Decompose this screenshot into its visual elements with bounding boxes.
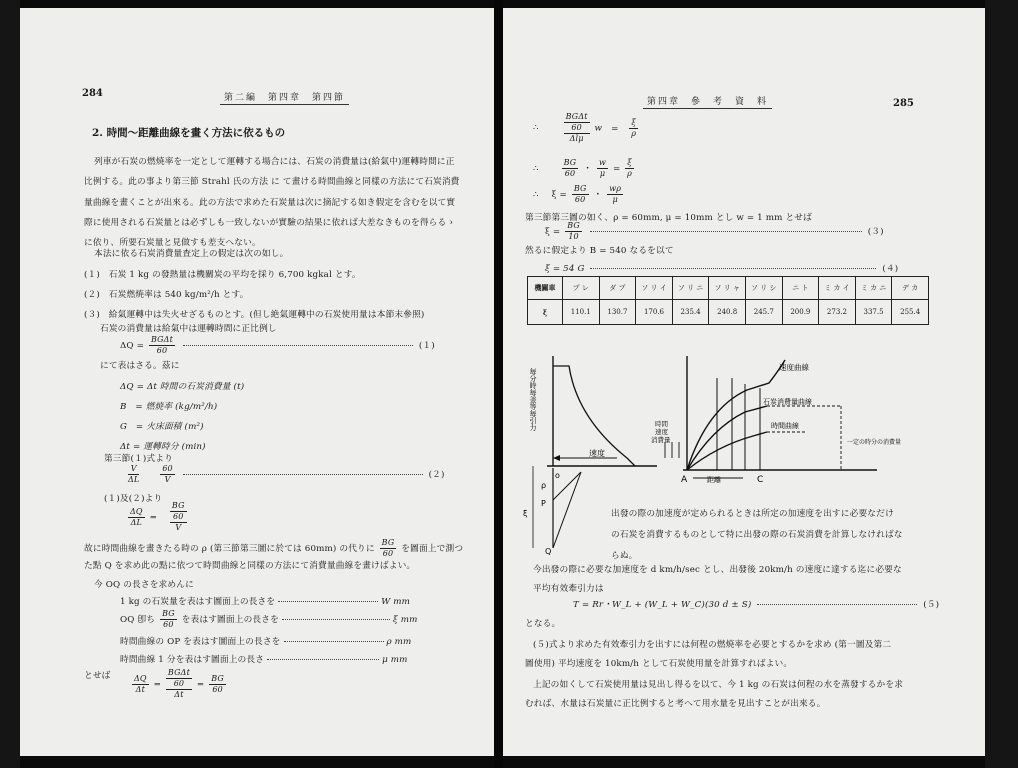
- diagram-caption: [611, 504, 903, 567]
- page-number: 285: [893, 98, 914, 109]
- equation-2: $\frac{V}{\Delta L}$ $\frac{60}{V}$ (２): [128, 464, 445, 484]
- proportional-line: 石炭の消費量は給氣中は運轉時間に正比例し: [100, 324, 277, 334]
- naru: となる。: [525, 619, 561, 629]
- length-item: 1 kg の石炭量を表はす圖面上の長さを W mm: [120, 597, 410, 607]
- table-cell: 235.4: [672, 300, 709, 325]
- text-line: むれば、水量は石炭量に正比例すると考へて用水量を見出すことが出來る。: [525, 699, 826, 709]
- assumption-list: [84, 265, 424, 325]
- paragraph-eq5: [525, 636, 892, 674]
- definition: ΔQ = Δt 時間の石炭消費量 (t): [120, 382, 245, 392]
- assumption-item: (２) 石炭燃焼率は 540 kg/m²/h とす。: [84, 290, 249, 300]
- definition: G = 火床面積 (m²): [120, 422, 204, 432]
- assume-line: 然るに假定より B = 540 なるを以て: [525, 246, 674, 256]
- table-header-label: 機關車: [528, 277, 563, 300]
- table-row: [528, 300, 929, 325]
- equation-final: $\frac{\Delta Q}{\Delta t}$ = BGΔt 60 Δt = $\frac{BG}{60}$: [134, 668, 224, 699]
- xi-label: ξ: [523, 509, 528, 518]
- assumption-intro: 本法に依る石炭消費量査定上の假定は次の如し。: [94, 249, 289, 259]
- velocity-curve-label: 速度曲線: [779, 363, 809, 372]
- from-eq12: (１)及(２)より: [104, 494, 163, 504]
- scan-right-border: [985, 0, 1018, 768]
- table-cell: 273.2: [819, 300, 856, 325]
- length-item: 時間曲線の OP を表はす圖面上の長さを ρ mm: [120, 637, 412, 647]
- speed-label: 速度: [589, 449, 605, 458]
- paragraph-water: [525, 676, 904, 714]
- table-cell: 170.6: [636, 300, 673, 325]
- table-header-cell: ミ カ ニ: [855, 277, 892, 300]
- example-line: 第三節第三圖の如く、ρ = 60mm, μ = 10mm とし w = 1 mm とせば: [525, 213, 812, 223]
- table-cell: 110.1: [563, 300, 600, 325]
- assumption-item: (３) 給氣運轉中は失火せざるものとす。(但し絶氣運轉中の石炭使用量は本節末參照): [84, 310, 425, 320]
- equation-5: T = Rr・W_L + (W_L + W_C)(30 d ± S) (５): [573, 600, 940, 610]
- text-line: (５)式より求めた有效牽引力を出すには何程の燃焼率を必要とするかを求め (第一圖及第二: [533, 640, 892, 650]
- diagonal-construction-line: [553, 472, 581, 548]
- table-row-label: ξ: [528, 300, 563, 325]
- oq-line: 今 OQ の長さを求めんに: [94, 580, 194, 590]
- table-cell: 240.8: [709, 300, 746, 325]
- running-header: 第二編 第四章 第四節: [220, 90, 349, 105]
- definitions: [120, 377, 244, 457]
- time-curve-label: 時間曲線: [771, 422, 799, 430]
- table-cell: 200.9: [782, 300, 819, 325]
- equation-4: ξ = 54 G (４): [545, 264, 899, 274]
- table-header-cell: プ レ: [563, 277, 600, 300]
- book-gutter: [494, 0, 503, 768]
- point-a-label: A: [681, 475, 688, 485]
- point-c-label: C: [757, 475, 764, 485]
- side-label-speed: 速度: [655, 428, 668, 436]
- table-cell: 245.7: [745, 300, 782, 325]
- from-equation: 第三節(１)式より: [104, 454, 173, 464]
- table-cell: 337.5: [855, 300, 892, 325]
- caption-line: 出發の際の加速度が定められるときは所定の加速度を出すに必要なだけ: [611, 509, 894, 519]
- table-header-cell: ニ ト: [782, 277, 819, 300]
- length-item: 時間曲線 1 分を表はす圖面上の長さ μ mm: [120, 655, 408, 665]
- origin-label: o: [555, 471, 560, 480]
- xi-table: [527, 276, 929, 325]
- toseba: とせば: [84, 671, 111, 681]
- scan-left-border: [0, 0, 20, 768]
- text-line: 上記の如くして石炭使用量は見出し得るを以て、今 1 kg の石炭は何程の水を蒸發するかを求: [533, 680, 904, 690]
- page-number: 284: [82, 88, 103, 99]
- q-label: Q: [545, 547, 552, 556]
- paragraph-intro: [84, 152, 460, 253]
- table-header-cell: ソ リ イ: [636, 277, 673, 300]
- text-line: 圖使用) 平均速度を 10km/h として石炭使用量を計算すればよい。: [525, 659, 793, 669]
- distance-label: 距離: [707, 476, 721, 484]
- speed-arrowhead: [553, 455, 560, 461]
- eq1-after-text: にて表はさる。茲に: [100, 361, 180, 371]
- text-line: 今出發の際に必要な加速度を d km/h/sec とし、出發後 20km/h の速度に達する迄に必要な: [533, 565, 902, 575]
- length-item: OQ 卽ち $\frac{BG}{60}$ を表はす圖面上の長さを ξ mm: [120, 609, 418, 629]
- table-header-cell: ダ プ: [599, 277, 636, 300]
- table-header-cell: ソ リ シ: [745, 277, 782, 300]
- text-line: 量曲線を畫くことが出來る。此の方法で求めた石炭量は次に摘記する如き假定を含むを以て實: [84, 197, 456, 208]
- paragraph-rho: 故に時間曲線を畫きたる時の ρ (第三節第三圖に於ては 60mm) の代りに $\frac{BG}{60}$ を圖面上で測つ: [84, 538, 464, 558]
- paragraph-rho-cont: た點 Q を求め此の點に依つて時間曲線と同樣の方法にて消費量曲線を畫けばよい。: [84, 561, 416, 571]
- text-line: に依り、所要石炭量と見做すも差支へない。: [84, 238, 261, 249]
- equation-3: $\frac{\Delta Q}{\Delta L}$ = BG 60 V: [130, 501, 185, 532]
- caption-line: の石炭を消費するものとして特に出發の際の石炭消費を計算しなければな: [611, 530, 903, 540]
- text-line: 平均有效牽引力は: [533, 584, 604, 594]
- right-page: [503, 8, 985, 756]
- table-cell: 255.4: [892, 300, 929, 325]
- side-label-consumption: 消費量: [651, 436, 671, 444]
- text-line: 列車が石炭の燃焼率を一定として運轉する場合には、石炭の消費量は(給氣中)運轉時間に正: [94, 157, 455, 167]
- dashed-note: 一定の時分の消費量: [847, 439, 902, 446]
- paragraph-acceleration: [533, 561, 902, 599]
- side-label-time: 時間: [655, 420, 668, 428]
- equation-b: ∴ $\frac{BG}{60}$ ・ $\frac{w}{\mu}$ = $\frac{\xi}{\rho}$: [533, 158, 632, 178]
- equation-c: ∴ ξ = $\frac{BG}{60}$ ・ $\frac{w\rho}{\mu}$: [533, 184, 622, 204]
- caption-line: らぬ。: [611, 551, 638, 561]
- section-title: 2. 時間〜距離曲線を畫く方法に依るもの: [92, 127, 286, 139]
- coal-curve-label: 石炭消費量曲線: [763, 398, 812, 406]
- definition: Δt = 運轉時分 (min): [120, 442, 206, 452]
- text-line: 際に使用される石炭量とは必ずしも一致しないが實驗の結果に依れば大差なきものを得らるゝ: [84, 217, 456, 228]
- assumption-item: (１) 石炭 1 kg の發熱量は機關炭の平均を採り 6,700 kgkal とす。: [84, 270, 361, 280]
- definition: B = 燃焼率 (kg/m²/h): [120, 402, 218, 412]
- left-page: [20, 8, 494, 756]
- table-header-row: [528, 277, 929, 300]
- velocity-curve: [687, 360, 785, 470]
- table-header-cell: デ カ: [892, 277, 929, 300]
- equation-a: ∴ BGΔt 60 Δlμ w = $\frac{\xi}{\rho}$: [533, 112, 637, 143]
- rho-label: ρ: [541, 481, 547, 490]
- p-label: P: [541, 499, 546, 508]
- table-cell: 130.7: [599, 300, 636, 325]
- y-axis-label: 毎分時毎釜等毎引力: [529, 368, 537, 431]
- equation-3r: ξ = $\frac{BG}{10}$ (３): [545, 221, 884, 241]
- table-header-cell: ミ カ イ: [819, 277, 856, 300]
- table-header-cell: ソ リ ャ: [709, 277, 746, 300]
- equation-1: ΔQ = $\frac{\text{BGΔt}}{60}$ (１): [120, 335, 435, 355]
- table-header-cell: ソ リ ニ: [672, 277, 709, 300]
- text-line: 比例する。此の事より第三節 Strahl 氏の方法 に て畫ける時間曲線と同樣の方法にて石炭消費: [84, 177, 460, 188]
- running-header: 第四章 參 考 資 料: [643, 94, 772, 109]
